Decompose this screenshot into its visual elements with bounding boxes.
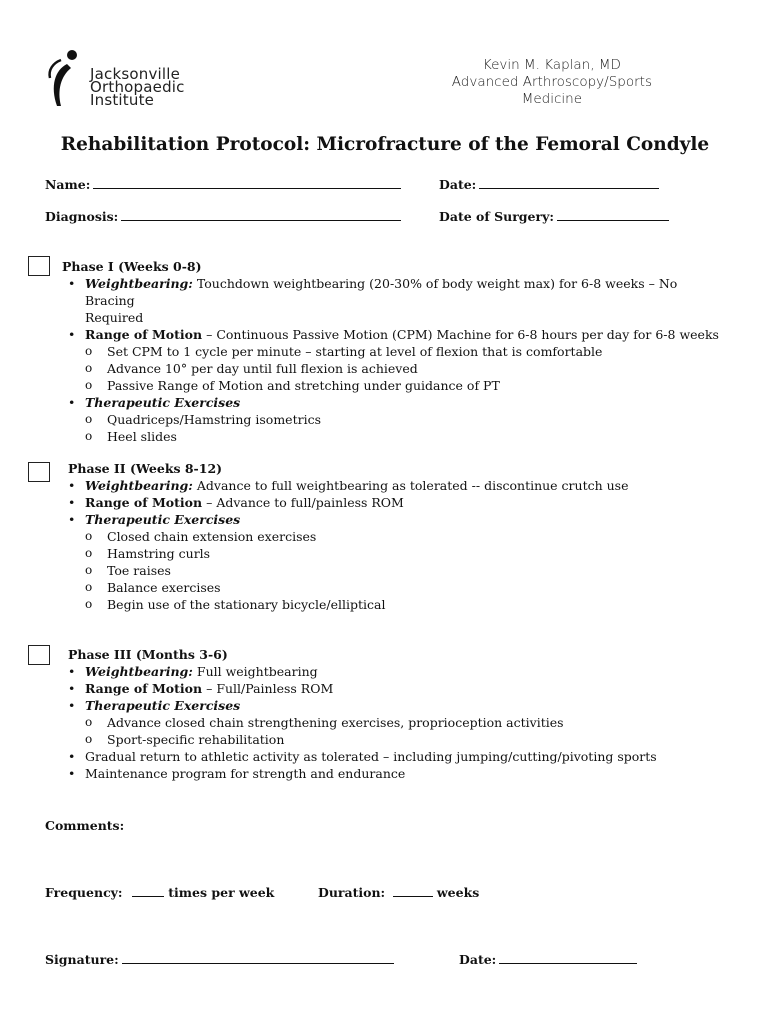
list-subitem: o Begin use of the stationary bicycle/elliptical (85, 596, 708, 613)
phase-2 (68, 460, 708, 613)
doctor-specialty-2: Medicine (521, 91, 583, 107)
logo-dot (67, 50, 77, 60)
name-field[interactable] (45, 176, 401, 192)
duration-suffix: weeks (436, 885, 480, 900)
logo-swoosh (54, 64, 71, 106)
list-subitem: o Hamstring curls (85, 545, 708, 562)
frequency-label: Frequency: (45, 885, 123, 900)
list-item: • Therapeutic Exercises (62, 394, 722, 411)
comments-label[interactable]: Comments: (45, 818, 125, 833)
frequency-suffix: times per week (168, 885, 275, 900)
phase-3-checkbox[interactable] (28, 645, 50, 665)
list-item: • Weightbearing: Full weightbearing (62, 663, 708, 680)
list-subitem: o Toe raises (85, 562, 708, 579)
list-subitem: o Quadriceps/Hamstring isometrics (85, 411, 722, 428)
signature-date-line[interactable] (499, 951, 637, 964)
doctor-info (452, 57, 652, 108)
date-line[interactable] (479, 176, 659, 189)
page-title: Rehabilitation Protocol: Microfracture of the Femoral Condyle (60, 134, 710, 155)
phase-1 (62, 258, 722, 445)
list-item: • Weightbearing: Touchdown weightbearing (20-30% of body weight max) for 6-8 weeks – No Bracing Required (62, 275, 722, 326)
duration-label: Duration: (318, 885, 386, 900)
phase-3 (68, 646, 708, 782)
doctor-specialty-1: Advanced Arthroscopy/Sports (451, 74, 652, 90)
phase-2-heading: Phase II (Weeks 8-12) (68, 461, 223, 476)
logo-text (90, 65, 185, 109)
doctor-name: Kevin M. Kaplan, MD (482, 57, 621, 73)
list-item: • Gradual return to athletic activity as tolerated – including jumping/cutting/pivoting sports (62, 748, 708, 765)
list-item: • Range of Motion – Continuous Passive Motion (CPM) Machine for 6-8 hours per day for 6-8 weeks (62, 326, 722, 343)
signature-date-field[interactable] (459, 951, 637, 967)
signature-date-label: Date: (459, 952, 497, 967)
name-label: Name: (45, 177, 91, 192)
list-subitem: o Closed chain extension exercises (85, 528, 708, 545)
list-subitem: o Advance 10° per day until full flexion is achieved (85, 360, 722, 377)
logo-line-2: Orthopaedic (90, 78, 185, 96)
signature-label: Signature: (45, 952, 119, 967)
name-line[interactable] (93, 176, 401, 189)
phase-1-heading: Phase I (Weeks 0-8) (62, 259, 202, 274)
date-label: Date: (439, 177, 477, 192)
date-field[interactable] (439, 176, 659, 192)
logo-line-1: Jacksonville (90, 65, 181, 83)
diagnosis-label: Diagnosis: (45, 209, 119, 224)
diagnosis-line[interactable] (121, 208, 401, 221)
duration-field[interactable] (318, 884, 479, 900)
list-item: • Therapeutic Exercises (62, 511, 708, 528)
list-item: • Therapeutic Exercises (62, 697, 708, 714)
phase-1-checkbox[interactable] (28, 256, 50, 276)
list-item: • Maintenance program for strength and endurance (62, 765, 708, 782)
date-of-surgery-field[interactable] (439, 208, 669, 224)
list-subitem: o Sport-specific rehabilitation (85, 731, 708, 748)
frequency-field[interactable] (45, 884, 274, 900)
signature-line[interactable] (122, 951, 394, 964)
list-subitem: o Advance closed chain strengthening exercises, proprioception activities (85, 714, 708, 731)
list-subitem: o Passive Range of Motion and stretching under guidance of PT (85, 377, 722, 394)
list-subitem: o Heel slides (85, 428, 722, 445)
phase-2-checkbox[interactable] (28, 462, 50, 482)
phase-3-heading: Phase III (Months 3-6) (68, 647, 228, 662)
list-item: • Weightbearing: Advance to full weightbearing as tolerated -- discontinue crutch use (62, 477, 708, 494)
logo-line-3: Institute (90, 91, 155, 109)
frequency-line[interactable] (132, 884, 164, 897)
diagnosis-field[interactable] (45, 208, 401, 224)
date-of-surgery-label: Date of Surgery: (439, 209, 554, 224)
list-subitem: o Set CPM to 1 cycle per minute – starting at level of flexion that is comfortable (85, 343, 722, 360)
list-item: • Range of Motion – Advance to full/painless ROM (62, 494, 708, 511)
date-of-surgery-line[interactable] (557, 208, 669, 221)
list-subitem: o Balance exercises (85, 579, 708, 596)
duration-line[interactable] (393, 884, 433, 897)
list-item: • Range of Motion – Full/Painless ROM (62, 680, 708, 697)
signature-field[interactable] (45, 951, 394, 967)
